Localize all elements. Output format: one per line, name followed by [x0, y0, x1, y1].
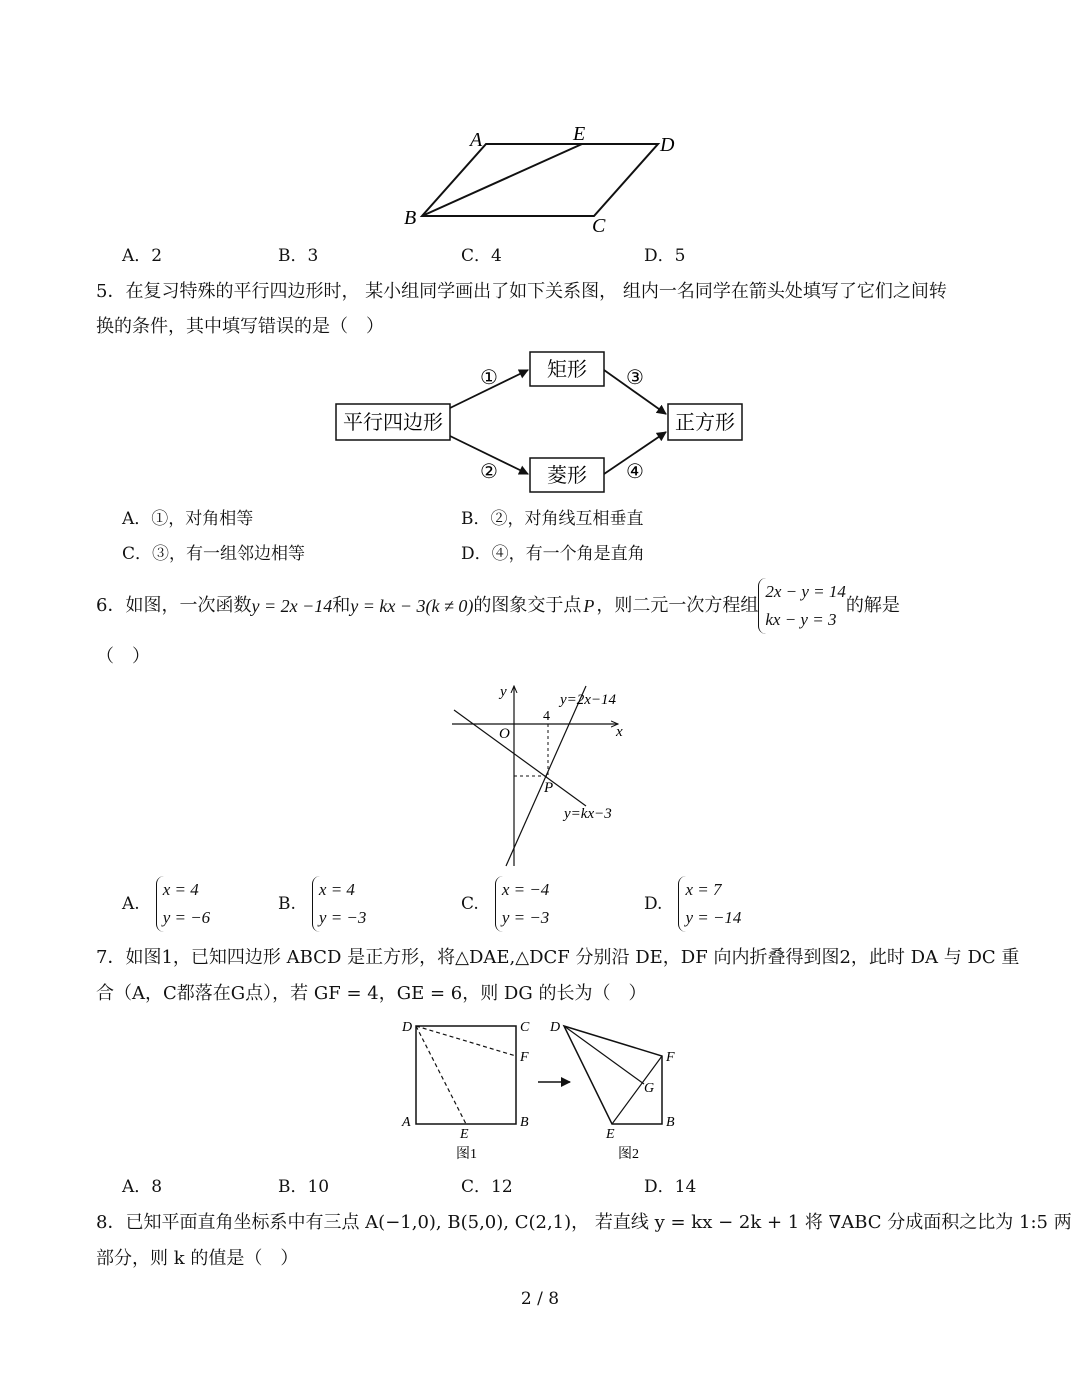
q6-option-d[interactable]: [644, 876, 741, 932]
q6-option-c[interactable]: [461, 876, 549, 932]
q5-option-b[interactable]: B．②，对角线互相垂直: [461, 509, 644, 529]
q7-option-b[interactable]: B．10: [278, 1177, 330, 1197]
box-rectangle-label: 矩形: [547, 359, 587, 381]
label-b: B: [404, 207, 417, 229]
fig2-label-g: G: [644, 1081, 655, 1096]
label-d: D: [660, 134, 675, 156]
graph-label-o: O: [499, 726, 510, 742]
circle-1: ①: [480, 367, 498, 389]
q6-system: [758, 578, 846, 634]
q6-mid2: 的图象交于点: [473, 595, 582, 616]
box-rhombus-label: 菱形: [547, 465, 587, 487]
q7-option-a[interactable]: A．8: [122, 1177, 163, 1197]
label-e: E: [573, 123, 586, 145]
box-parallelogram-label: 平行四边形: [343, 412, 443, 434]
q6-option-a-system: [156, 876, 211, 932]
q6-suffix: 的解是: [845, 595, 900, 616]
q6-option-b-system: [312, 876, 367, 932]
q6-system-eq1: 2x − y = 14: [765, 582, 846, 601]
q6-option-b-l1: x = 4: [318, 880, 355, 899]
fig1-label-e: E: [460, 1127, 469, 1142]
fig2-label-f: F: [666, 1050, 675, 1065]
fig1-label-f: F: [520, 1050, 529, 1065]
q7-option-d[interactable]: D．14: [644, 1177, 697, 1197]
fig2-label-d: D: [550, 1020, 561, 1035]
fig2-caption: 图2: [618, 1147, 639, 1162]
graph-label-line2: y=kx−3: [564, 806, 612, 822]
q8-stem-line1: 8．已知平面直角坐标系中有三点 A(−1,0), B(5,0), C(2,1)， 若直线 y = kx − 2k + 1 将 ∇ABC 分成面积之比为 1:5 两: [96, 1212, 1072, 1233]
box-square-label: 正方形: [675, 412, 735, 434]
q5-stem-line1: 5．在复习特殊的平行四边形时， 某小组同学画出了如下关系图， 组内一名同学在箭头处填写了它们之间转: [96, 281, 947, 302]
relationship-diagram: [330, 344, 750, 500]
parallelogram-figure: [390, 118, 690, 240]
q5-option-a[interactable]: A．①，对角相等: [122, 509, 254, 529]
circle-3: ③: [626, 367, 644, 389]
q6-option-b[interactable]: [278, 876, 366, 932]
q6-option-a-l1: x = 4: [162, 880, 199, 899]
q4-option-d[interactable]: D．5: [644, 246, 686, 266]
q6-option-c-l1: x = −4: [501, 880, 550, 899]
q6-stem: [96, 578, 900, 634]
q4-option-b[interactable]: B．3: [278, 246, 319, 266]
q4-option-a[interactable]: A．2: [122, 246, 163, 266]
fig1-df: [416, 1026, 516, 1056]
q6-point: P: [583, 596, 595, 616]
q7-option-c[interactable]: C．12: [461, 1177, 513, 1197]
q6-option-b-label: B.: [278, 894, 296, 914]
label-c: C: [592, 215, 606, 237]
q6-option-a[interactable]: [122, 876, 210, 932]
q6-option-d-l1: x = 7: [685, 880, 722, 899]
q6-option-b-l2: y = −3: [318, 908, 367, 927]
label-a: A: [470, 129, 483, 151]
q6-mid3: ，则二元一次方程组: [596, 595, 759, 616]
q7-stem-line1: 7．如图1，已知四边形 ABCD 是正方形，将△DAE,△DCF 分别沿 DE，DF 向内折叠得到图2，此时 DA 与 DC 重: [96, 947, 1020, 968]
q5-stem-line2: 换的条件，其中填写错误的是（ ）: [96, 316, 384, 337]
q6-eq2: y = kx − 3(k ≠ 0): [350, 596, 474, 616]
graph-label-x: x: [616, 724, 623, 740]
q6-paren: （ ）: [96, 646, 150, 667]
circle-4: ④: [626, 461, 644, 483]
q6-option-a-l2: y = −6: [162, 908, 211, 927]
q6-eq1: y = 2x −14: [251, 596, 333, 616]
fig1-label-c: C: [520, 1020, 530, 1035]
graph-label-line1: y=2x−14: [560, 692, 617, 708]
fig2-label-e: E: [606, 1127, 615, 1142]
parallelogram-shape: [422, 144, 658, 216]
q7-stem-line2: 合（A，C都落在G点），若 GF = 4，GE = 6，则 DG 的长为（ ）: [96, 983, 647, 1004]
fig1-caption: 图1: [456, 1147, 477, 1162]
q7-figures: [396, 1012, 696, 1168]
fig1-label-b: B: [520, 1115, 529, 1130]
graph-label-4: 4: [543, 709, 550, 724]
segment-be: [422, 144, 582, 216]
q6-option-a-label: A.: [122, 894, 140, 914]
fig1-label-a: A: [402, 1115, 411, 1130]
q5-option-c[interactable]: C．③，有一组邻边相等: [122, 544, 306, 564]
q6-option-c-l2: y = −3: [501, 908, 550, 927]
q8-stem-line2: 部分，则 k 的值是（ ）: [96, 1248, 299, 1269]
q6-mid1: 和: [332, 595, 351, 616]
page-number: 2 / 8: [520, 1289, 560, 1309]
q6-option-d-system: [678, 876, 741, 932]
q6-graph: [440, 680, 640, 870]
fig1-label-d: D: [402, 1020, 413, 1035]
fig1-de: [416, 1026, 466, 1124]
q6-option-c-label: C.: [461, 894, 479, 914]
q6-option-c-system: [495, 876, 550, 932]
graph-label-p: P: [544, 780, 554, 796]
fig2-label-b: B: [666, 1115, 675, 1130]
q6-system-eq2: kx − y = 3: [765, 610, 837, 629]
graph-label-y: y: [500, 684, 507, 700]
q4-option-c[interactable]: C．4: [461, 246, 502, 266]
circle-2: ②: [480, 461, 498, 483]
q6-option-d-l2: y = −14: [685, 908, 742, 927]
q5-option-d[interactable]: D．④，有一个角是直角: [461, 544, 645, 564]
fig2-dg: [564, 1026, 644, 1084]
q6-prefix: 6．如图，一次函数: [96, 595, 252, 616]
q6-option-d-label: D.: [644, 894, 663, 914]
